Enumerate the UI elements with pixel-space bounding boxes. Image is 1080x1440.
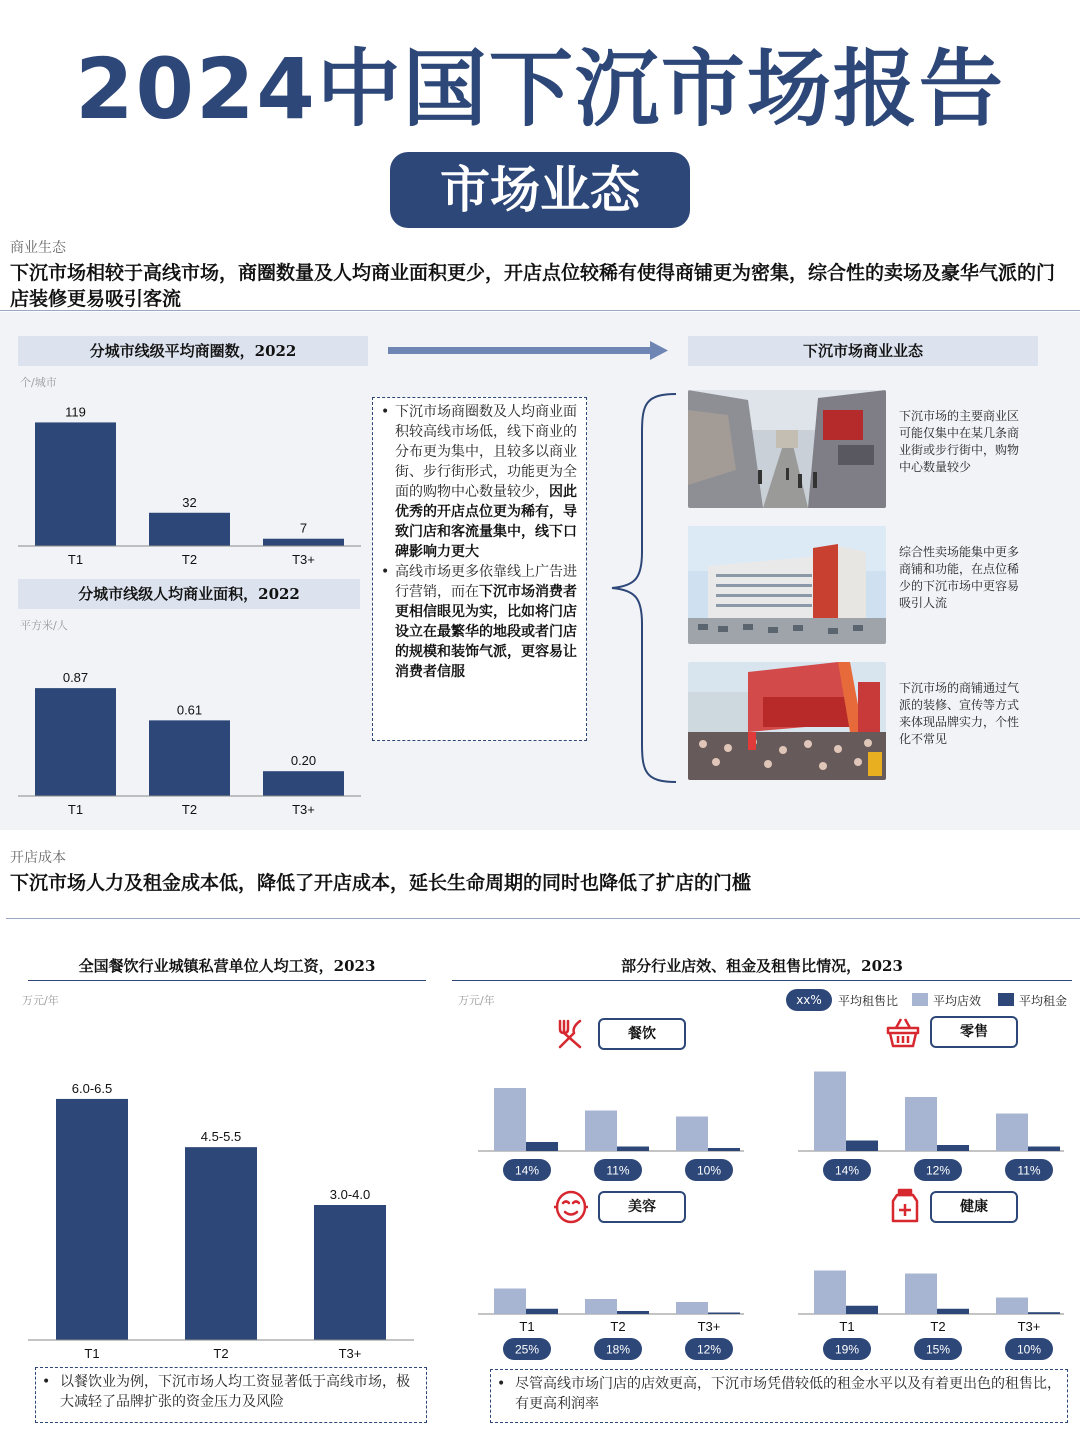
bar-rent: [617, 1311, 649, 1314]
bar-rent: [708, 1148, 740, 1151]
bar-efficiency: [814, 1271, 846, 1315]
bar-rent: [526, 1309, 558, 1314]
ratio-label: 19%: [834, 1342, 860, 1357]
bar-chart-districts: [18, 388, 378, 573]
tick-label: T1: [839, 1319, 855, 1334]
street-photo: [688, 390, 886, 508]
divider: [6, 918, 1080, 919]
ratio-label: 11%: [1017, 1163, 1041, 1178]
ratio-label: 10%: [1016, 1342, 1042, 1357]
bar-efficiency: [494, 1289, 526, 1315]
ratio-label: 18%: [605, 1342, 631, 1357]
face-icon: [554, 1190, 588, 1224]
note-text: 尽管高线市场门店的店效更高，下沉市场凭借较低的租金水平以及有着更出色的租售比，有更高利润率: [515, 1376, 1061, 1412]
divider: [0, 310, 1080, 311]
section-headline-cost: 下沉市场人力及租金成本低，降低了开店成本，延长生命周期的同时也降低了扩店的门槛: [10, 872, 752, 894]
legend-efficiency-label: 平均店效: [933, 994, 982, 1008]
tick-label: T2: [610, 1319, 626, 1334]
bar-rent: [846, 1306, 878, 1314]
divider: [452, 980, 1072, 981]
note-wage: • 以餐饮业为例，下沉市场人均工资显著低于高线市场，极大减轻了品牌扩张的资金压力及风险: [35, 1367, 427, 1423]
data-label: 0.61: [176, 702, 203, 718]
bar-rent: [937, 1309, 969, 1314]
brace-icon: [606, 392, 680, 784]
unit-wage: 万元/年: [22, 994, 59, 1007]
note-text: 以餐饮业为例，下沉市场人均工资显著低于高线市场，极大减轻了品牌扩张的资金压力及风险: [60, 1374, 410, 1410]
right-title-formats: 下沉市场商业业态: [688, 336, 1038, 366]
tick-label: T1: [67, 802, 84, 817]
ratio-label: 12%: [925, 1163, 951, 1178]
bar-efficiency: [996, 1298, 1028, 1315]
tick-label: T3+: [338, 1346, 362, 1361]
bar-efficiency: [494, 1088, 526, 1151]
legend-rent-swatch: [998, 993, 1014, 1006]
tick-label: T3+: [697, 1319, 721, 1334]
section-pill: 市场业态: [390, 152, 690, 228]
grouped-bar-chart-dining: [478, 1060, 748, 1185]
bar: [56, 1099, 128, 1340]
insight-box: [372, 397, 587, 741]
legend-rent-label: 平均租金: [1019, 994, 1068, 1008]
unit-area: 平方米/人: [20, 619, 68, 632]
unit-industry: 万元/年: [458, 994, 495, 1007]
ratio-label: 14%: [514, 1163, 540, 1178]
data-label: 32: [182, 494, 197, 510]
unit-districts: 个/城市: [20, 376, 57, 389]
data-label: 6.0-6.5: [71, 1080, 113, 1096]
photo-description: 下沉市场的商铺通过气派的装修、宣传等方式来体现品牌实力，个性化不常见: [899, 681, 1020, 746]
ratio-label: 12%: [696, 1342, 722, 1357]
section-headline-ecology: 下沉市场相较于高线市场，商圈数量及人均商业面积更少，开店点位较稀有使得商铺更为密集，综合性的卖场及豪华气派的门店装修更易吸引客流: [10, 262, 1056, 310]
divider: [28, 980, 426, 981]
note-industry: • 尽管高线市场门店的店效更高，下沉市场凭借较低的租金水平以及有着更出色的租售比，有更高利润率: [490, 1369, 1068, 1423]
industry-label: 美容: [598, 1191, 686, 1223]
medicine-icon: [890, 1188, 920, 1224]
data-label: 7: [299, 520, 308, 536]
bar-rent: [617, 1147, 649, 1152]
bar-efficiency: [905, 1274, 937, 1315]
chart-title-industry: 部分行业店效、租金及租售比情况，2023: [621, 957, 903, 975]
tick-label: T2: [213, 1346, 229, 1361]
bar-chart-area: [18, 636, 378, 821]
photo-description: 综合性卖场能集中更多商铺和功能，在点位稀少的下沉市场中更容易吸引人流: [899, 545, 1020, 610]
bar: [149, 513, 230, 546]
grouped-bar-chart-retail: [798, 1060, 1070, 1185]
basket-icon: [886, 1016, 920, 1048]
section-label-ecology: 商业生态: [10, 240, 66, 256]
bar: [185, 1147, 257, 1340]
bar: [263, 771, 344, 796]
legend-ratio-label: 平均租售比: [838, 994, 899, 1008]
chart-title-districts: 分城市线级平均商圈数，2022: [18, 336, 368, 366]
grouped-bar-chart-health: [798, 1260, 1070, 1365]
ratio-label: 15%: [925, 1342, 951, 1357]
bar-rent: [526, 1142, 558, 1151]
tick-label: T1: [67, 552, 84, 567]
data-label: 0.87: [62, 670, 89, 686]
arrow-right-icon: [388, 340, 670, 362]
tick-label: T1: [519, 1319, 535, 1334]
tick-label: T2: [181, 802, 198, 817]
bar: [314, 1205, 386, 1340]
opening-event-photo: [688, 662, 886, 780]
bullet-item: • 下沉市场商圈数及人均商业面积较高线市场低，线下商业的分布更为集中，且较多以商业街、步行街形式，功能更为全面的购物中心数量较少，因此优秀的开店点位更为稀有，导致门店和客流量集中，线下口碑影响力更大: [381, 404, 577, 560]
bullet-item: • 高线市场更多依靠线上广告进行营销，而在下沉市场消费者更相信眼见为实，比如将门店设立在最繁华的地段或者门店的规模和装饰气派，更容易让消费者信服: [381, 564, 577, 680]
bar-rent: [1028, 1147, 1060, 1152]
mall-photo: [688, 526, 886, 644]
bar: [35, 688, 116, 796]
industry-label: 健康: [930, 1191, 1018, 1223]
tick-label: T3+: [292, 552, 315, 567]
bar-chart-wage: [28, 1040, 428, 1365]
tick-label: T3+: [292, 802, 315, 817]
industry-label: 餐饮: [598, 1018, 686, 1050]
data-label: 0.20: [290, 753, 317, 769]
bar-rent: [1028, 1312, 1060, 1314]
data-label: 119: [65, 404, 86, 420]
data-label: 4.5-5.5: [200, 1129, 242, 1145]
industry-label: 零售: [930, 1016, 1018, 1048]
tick-label: T3+: [1017, 1319, 1041, 1334]
bar-efficiency: [905, 1097, 937, 1151]
section-label-cost: 开店成本: [10, 850, 66, 866]
bar: [263, 539, 344, 546]
restaurant-icon: [554, 1017, 586, 1049]
tick-label: T1: [84, 1346, 100, 1361]
ratio-label: 11%: [606, 1163, 630, 1178]
bullet-text: 高线市场更多依靠线上广告进行营销，而在下沉市场消费者更相信眼见为实，比如将门店设立在最繁华的地段或者门店的规模和装饰气派，更容易让消费者信服: [395, 564, 577, 680]
page-title: 2024中国下沉市场报告: [75, 40, 1005, 138]
bar-efficiency: [814, 1072, 846, 1152]
bar-efficiency: [996, 1114, 1028, 1152]
bar-efficiency: [676, 1117, 708, 1152]
bar-rent: [846, 1141, 878, 1152]
data-label: 3.0-4.0: [329, 1187, 371, 1202]
bar-efficiency: [585, 1299, 617, 1314]
legend-ratio-badge: xx%: [786, 989, 832, 1011]
legend-efficiency-swatch: [912, 993, 928, 1006]
bar: [35, 422, 116, 546]
grouped-bar-chart-beauty: [478, 1260, 748, 1365]
chart-title-area: 分城市线级人均商业面积，2022: [18, 579, 360, 609]
ratio-label: 14%: [834, 1163, 860, 1178]
ratio-label: 10%: [696, 1163, 722, 1178]
bar-efficiency: [676, 1302, 708, 1314]
bar: [149, 720, 230, 796]
photo-description: 下沉市场的主要商业区可能仅集中在某几条商业街或步行街中，购物中心数量较少: [899, 409, 1020, 474]
bullet-text: 下沉市场商圈数及人均商业面积较高线市场低，线下商业的分布更为集中，且较多以商业街、步行街形式，功能更为全面的购物中心数量较少，因此优秀的开店点位更为稀有，导致门店和客流量集中，线下口碑影响力更大: [395, 404, 577, 560]
bar-efficiency: [585, 1111, 617, 1152]
tick-label: T2: [930, 1319, 946, 1334]
bar-rent: [708, 1313, 740, 1315]
tick-label: T2: [181, 552, 198, 567]
ratio-label: 25%: [514, 1342, 540, 1357]
chart-title-wage: 全国餐饮行业城镇私营单位人均工资，2023: [78, 957, 376, 975]
bar-rent: [937, 1145, 969, 1151]
